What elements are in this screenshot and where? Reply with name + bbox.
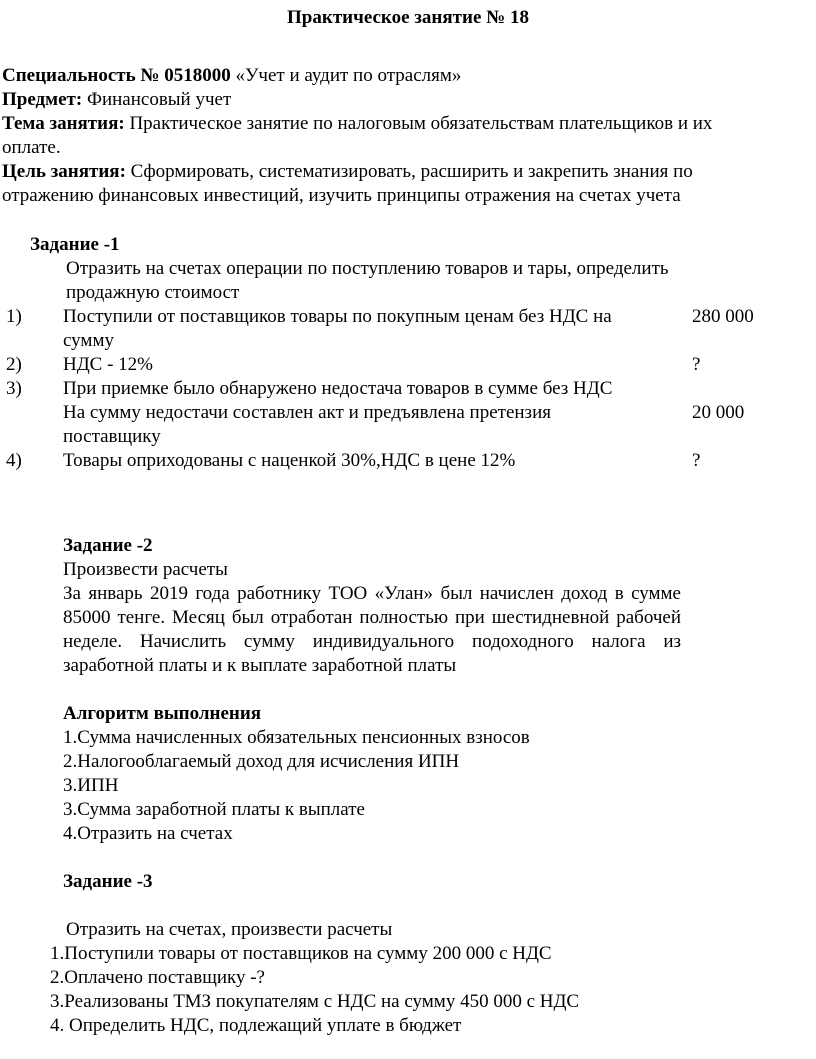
task1-row-amount: 280 000 bbox=[692, 306, 754, 327]
task1-row-amount: 20 000 bbox=[692, 402, 745, 423]
subject-label: Предмет: bbox=[2, 89, 83, 110]
algorithm-step: 1.Сумма начисленных обязательных пенсионных взносов bbox=[63, 727, 530, 748]
specialty-line bbox=[2, 64, 461, 88]
algorithm-step: 4.Отразить на счетах bbox=[63, 823, 233, 844]
task2-heading: Задание -2 bbox=[63, 535, 153, 556]
topic-line bbox=[2, 112, 712, 136]
topic-label: Тема занятия: bbox=[2, 113, 125, 134]
task1-heading: Задание -1 bbox=[30, 234, 120, 255]
page-title: Практическое занятие № 18 bbox=[287, 7, 529, 28]
task1-row-text: Товары оприходованы с наценкой 30%,НДС в цене 12% bbox=[63, 450, 516, 471]
task1-row-number: 1) bbox=[6, 306, 22, 327]
task3-step: 1.Поступили товары от поставщиков на сумму 200 000 с НДС bbox=[50, 943, 552, 964]
task2-paragraph: За январь 2019 года работнику ТОО «Улан» был начислен доход в сумме 85000 тенге. Месяц был отработан полностью при шестидневной рабочей неделе. Начислить сумму индивидуального подоходного налога из заработной платы и к выплате заработной платы bbox=[63, 583, 681, 676]
task3-intro: Отразить на счетах, произвести расчеты bbox=[66, 919, 393, 940]
task1-intro-line1: Отразить на счетах операции по поступлению товаров и тары, определить bbox=[66, 258, 669, 279]
task3-heading: Задание -3 bbox=[63, 871, 153, 892]
goal-label: Цель занятия: bbox=[2, 161, 126, 182]
task1-row-text-continued: На сумму недостачи составлен акт и предъявлена претензия bbox=[63, 402, 551, 423]
task1-row-text: Поступили от поставщиков товары по покупным ценам без НДС на bbox=[63, 306, 612, 327]
goal-line bbox=[2, 160, 693, 184]
task3-step: 4. Определить НДС, подлежащий уплате в бюджет bbox=[50, 1015, 462, 1036]
topic-value: Практическое занятие по налоговым обязательствам плательщиков и их bbox=[124, 113, 713, 134]
task1-intro-line2: продажную стоимост bbox=[66, 282, 240, 303]
task1-row-text: При приемке было обнаружено недостача товаров в сумме без НДС bbox=[63, 378, 613, 399]
task1-row-number: 2) bbox=[6, 354, 22, 375]
algorithm-heading: Алгоритм выполнения bbox=[63, 703, 262, 724]
task1-row-number: 4) bbox=[6, 450, 22, 471]
task2-subheading: Произвести расчеты bbox=[63, 559, 228, 580]
subject-value: Финансовый учет bbox=[82, 89, 232, 110]
topic-value-continued: оплате. bbox=[2, 137, 61, 158]
goal-value: Сформировать, систематизировать, расширить и закрепить знания по bbox=[125, 161, 693, 182]
algorithm-step: 3.ИПН bbox=[63, 775, 119, 796]
task1-row-text-continued: сумму bbox=[63, 330, 114, 351]
task1-row-amount: ? bbox=[692, 354, 701, 375]
task1-row-text: НДС - 12% bbox=[63, 354, 154, 375]
specialty-label: Специальность № 0518000 bbox=[2, 65, 231, 86]
task1-row-number: 3) bbox=[6, 378, 22, 399]
subject-line bbox=[2, 88, 231, 112]
algorithm-step: 3.Сумма заработной платы к выплате bbox=[63, 799, 365, 820]
specialty-value: «Учет и аудит по отраслям» bbox=[230, 65, 462, 86]
algorithm-step: 2.Налогооблагаемый доход для исчисления ИПН bbox=[63, 751, 460, 772]
task1-row-amount: ? bbox=[692, 450, 701, 471]
task3-step: 3.Реализованы ТМЗ покупателям с НДС на сумму 450 000 с НДС bbox=[50, 991, 580, 1012]
task1-row-text-continued: поставщику bbox=[63, 426, 161, 447]
goal-value-continued: отражению финансовых инвестиций, изучить принципы отражения на счетах учета bbox=[2, 185, 681, 206]
task3-step: 2.Оплачено поставщику -? bbox=[50, 967, 265, 988]
